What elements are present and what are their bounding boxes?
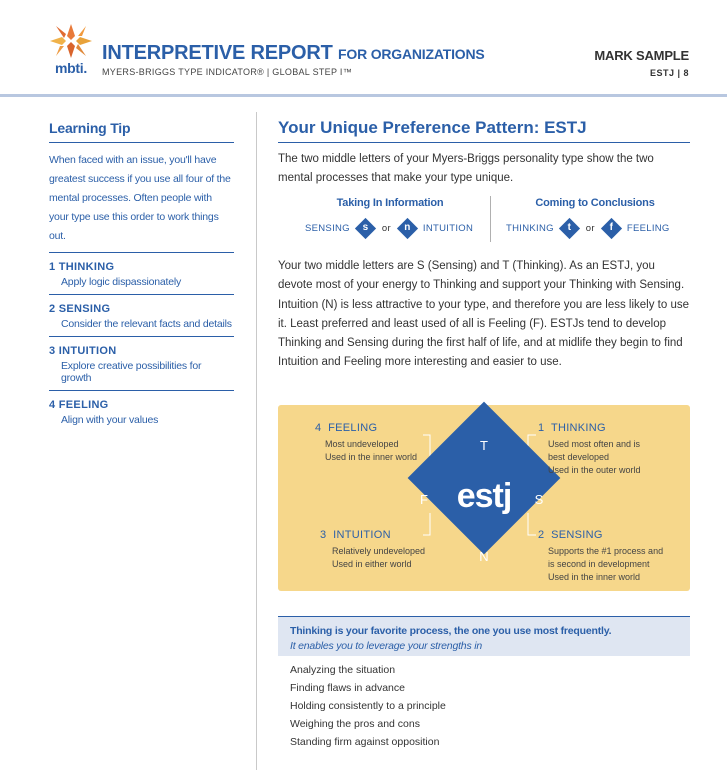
coming-to-row xyxy=(506,218,670,238)
logo-star-icon xyxy=(48,22,94,60)
diamond-letter-bottom: N xyxy=(479,549,489,564)
step-sensing xyxy=(49,295,234,337)
sensing-name: SENSING xyxy=(551,529,603,541)
strengths-list xyxy=(290,661,446,751)
thinking-line: best developed xyxy=(548,452,610,462)
title-rule xyxy=(278,142,690,143)
sensing-label: SENSING xyxy=(305,222,350,234)
t-diamond-icon xyxy=(559,217,580,238)
report-title-sub: FOR ORGANIZATIONS xyxy=(338,46,485,62)
intuition-title xyxy=(320,529,391,541)
step-thinking xyxy=(49,253,234,295)
step-desc: Apply logic dispassionately xyxy=(61,276,182,288)
sensing-line: Supports the #1 process and xyxy=(548,546,664,556)
diamond-letter-top: T xyxy=(480,438,488,453)
page-tag: ESTJ | 8 xyxy=(649,68,689,78)
mbti-logo xyxy=(48,22,94,82)
header-divider xyxy=(0,94,727,97)
thinking-line: Used in the outer world xyxy=(548,465,641,475)
step-desc: Align with your values xyxy=(61,414,159,426)
s-letter: s xyxy=(362,221,369,233)
page-title: Your Unique Preference Pattern: ESTJ xyxy=(278,118,587,137)
report-header xyxy=(0,0,727,96)
or-label: or xyxy=(381,222,391,234)
intuition-label: INTUITION xyxy=(422,222,474,234)
learning-tip-sidebar xyxy=(49,120,234,432)
feeling-label: FEELING xyxy=(626,222,670,234)
sensing-num: 2 xyxy=(538,529,545,541)
sensing-line: is second in development xyxy=(548,559,650,569)
diamond-letter-left: F xyxy=(420,492,428,507)
feeling-title xyxy=(315,422,377,434)
feeling-num: 4 xyxy=(315,422,322,434)
intro-paragraph: The two middle letters of your Myers-Briggs personality type show the two mental processes that make your type unique. xyxy=(278,153,654,184)
coming-to-heading: Coming to Conclusions xyxy=(535,197,655,209)
step-name: 3 INTUITION xyxy=(49,345,117,357)
n-letter: n xyxy=(404,221,411,233)
list-item: Holding consistently to a principle xyxy=(290,700,446,712)
step-name: 1 THINKING xyxy=(49,261,115,273)
report-title xyxy=(102,42,485,65)
step-desc: Consider the relevant facts and details xyxy=(61,318,232,330)
logo-word: mbti. xyxy=(55,60,87,76)
callout-line-1: Thinking is your favorite process, the one you use most frequently. xyxy=(290,625,612,637)
column-divider xyxy=(256,112,257,770)
step-name: 4 FEELING xyxy=(49,399,109,411)
intuition-line: Used in either world xyxy=(332,559,412,569)
intuition-line: Relatively undeveloped xyxy=(332,546,426,556)
process-divider xyxy=(490,196,491,242)
feeling-line: Used in the inner world xyxy=(325,452,418,462)
taking-in-row xyxy=(305,218,473,238)
list-item: Weighing the pros and cons xyxy=(290,718,420,730)
intuition-desc xyxy=(332,545,425,571)
n-diamond-icon xyxy=(397,217,418,238)
feeling-line: Most undeveloped xyxy=(325,439,399,449)
callout-line-2: It enables you to leverage your strengths in xyxy=(290,640,482,652)
step-feeling xyxy=(49,391,234,432)
intuition-name: INTUITION xyxy=(333,529,391,541)
report-title-main: INTERPRETIVE REPORT xyxy=(102,42,333,64)
list-item: Standing firm against opposition xyxy=(290,736,440,748)
diamond-letter-right: S xyxy=(534,492,544,507)
thinking-label: THINKING xyxy=(506,222,554,234)
thinking-name: THINKING xyxy=(550,422,606,434)
sensing-title xyxy=(538,529,603,541)
sensing-line: Used in the inner world xyxy=(548,572,641,582)
person-name: MARK SAMPLE xyxy=(594,48,689,63)
body-paragraph: Your two middle letters are S (Sensing) and T (Thinking). As an ESTJ, you devote most of your energy to Thinking and support your Thinking with Sensing. Intuition (N) is less attractive to your type, and therefore you are less likely to use it. Least preferred and least used of all is Feeling (F). ESTJs tend to develop Thinking and Sensing during the first half of life, and at midlife they begin to find Intuition and Feeling more interesting and easier to use. xyxy=(278,260,689,369)
taking-in-heading: Taking In Information xyxy=(336,197,444,209)
favorite-process-callout xyxy=(278,616,690,656)
f-diamond-icon xyxy=(601,217,622,238)
f-letter: f xyxy=(609,221,614,233)
diamond-type-label: estj xyxy=(456,477,512,515)
learning-tip-body: When faced with an issue, you'll have greatest success if you use all four of the mental processes. Often people with your type use this order to work things out. xyxy=(49,143,234,253)
report-subtitle: MYERS-BRIGGS TYPE INDICATOR® | GLOBAL STEP I™ xyxy=(102,67,353,77)
step-desc: Explore creative possibilities for growth xyxy=(61,360,202,384)
step-name: 2 SENSING xyxy=(49,303,111,315)
feeling-desc xyxy=(325,438,417,464)
step-intuition xyxy=(49,337,234,391)
s-diamond-icon xyxy=(355,217,376,238)
intuition-num: 3 xyxy=(320,529,327,541)
list-item: Finding flaws in advance xyxy=(290,682,405,694)
or-label: or xyxy=(585,222,595,234)
learning-tip-title: Learning Tip xyxy=(49,120,234,143)
sensing-desc xyxy=(548,545,663,584)
thinking-desc xyxy=(548,438,641,477)
t-letter: t xyxy=(567,221,572,233)
feeling-name: FEELING xyxy=(328,422,378,434)
thinking-line: Used most often and is xyxy=(548,439,641,449)
thinking-num: 1 xyxy=(538,422,545,434)
list-item: Analyzing the situation xyxy=(290,664,396,676)
thinking-title xyxy=(538,422,606,434)
